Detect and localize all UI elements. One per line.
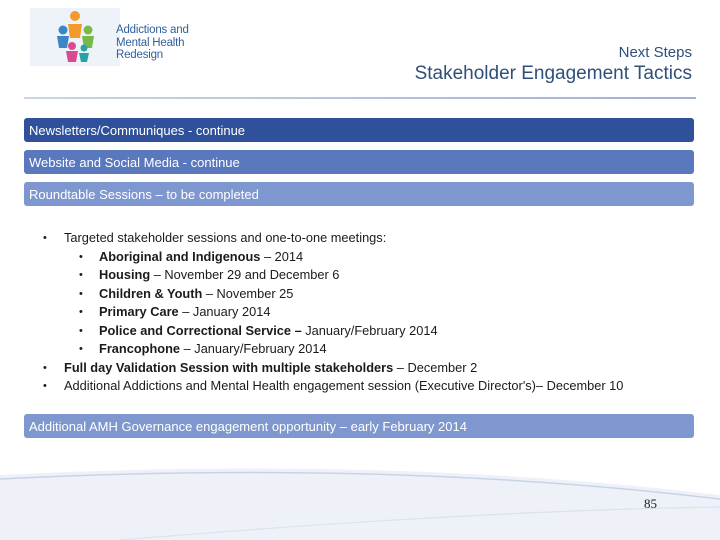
- slide-title: Stakeholder Engagement Tactics: [414, 63, 692, 84]
- list-item-text: – 2014: [260, 248, 304, 264]
- list-item-text: – November 29 and December 6: [150, 267, 340, 282]
- list-item: [40, 248, 700, 267]
- list-item-text: – November 25: [202, 285, 294, 301]
- bar-roundtable: Roundtable Sessions – to be completed: [24, 182, 694, 206]
- list-item-bold: Aboriginal and Indigenous: [99, 248, 261, 264]
- bullet-icon: •: [79, 269, 83, 281]
- list-item: [40, 377, 700, 396]
- logo: [30, 8, 210, 66]
- list-item-text: Additional Addictions and Mental Health engagement session (Executive Director's)– December 10: [64, 378, 624, 393]
- list-item-text: Targeted stakeholder sessions and one-to-one meetings:: [64, 230, 387, 245]
- list-item: [40, 340, 700, 359]
- list-item-text: – December 2: [393, 359, 478, 375]
- bullet-icon: •: [79, 306, 83, 318]
- list-item-bold: Housing: [99, 267, 151, 282]
- list-item-text: January/February 2014: [301, 322, 438, 338]
- logo-wordmark: [116, 24, 226, 62]
- bullet-icon: •: [79, 287, 83, 300]
- list-item: [40, 322, 700, 341]
- page-number: 85: [644, 496, 657, 511]
- list-item: [40, 285, 700, 304]
- list-item-bold: Primary Care: [99, 304, 179, 319]
- list-item: [40, 266, 700, 285]
- logo-line-1: Addictions and: [116, 24, 189, 36]
- list-item-bold: Children & Youth: [99, 285, 203, 301]
- logo-line-3: Redesign: [116, 49, 163, 61]
- logo-figures-icon: [30, 8, 120, 66]
- list-item-text: – January/February 2014: [180, 341, 327, 356]
- bullet-list: [40, 229, 700, 396]
- slide-subtitle: Next Steps: [618, 44, 692, 61]
- list-item: [40, 303, 700, 322]
- list-item-bold: Full day Validation Session with multiple stakeholders: [64, 359, 394, 375]
- list-item-text: – January 2014: [178, 304, 271, 319]
- bullet-icon: •: [43, 232, 47, 244]
- bar-website-social: Website and Social Media - continue: [24, 150, 694, 174]
- bar-amh-governance: Additional AMH Governance engagement opportunity – early February 2014: [24, 414, 694, 438]
- list-item: [40, 359, 700, 378]
- bullet-icon: •: [79, 324, 83, 337]
- bullet-icon: •: [79, 250, 83, 263]
- bullet-icon: •: [43, 361, 47, 374]
- logo-line-2: Mental Health: [116, 36, 185, 49]
- bar-newsletters: Newsletters/Communiques - continue: [24, 118, 694, 142]
- list-item-bold: Police and Correctional Service –: [99, 322, 302, 338]
- bullet-icon: •: [79, 343, 83, 355]
- list-item-bold: Francophone: [99, 341, 181, 356]
- bullet-icon: •: [43, 380, 47, 392]
- list-item: [40, 229, 700, 248]
- header-divider: [24, 97, 696, 99]
- bottom-swoosh-decoration: [0, 455, 720, 540]
